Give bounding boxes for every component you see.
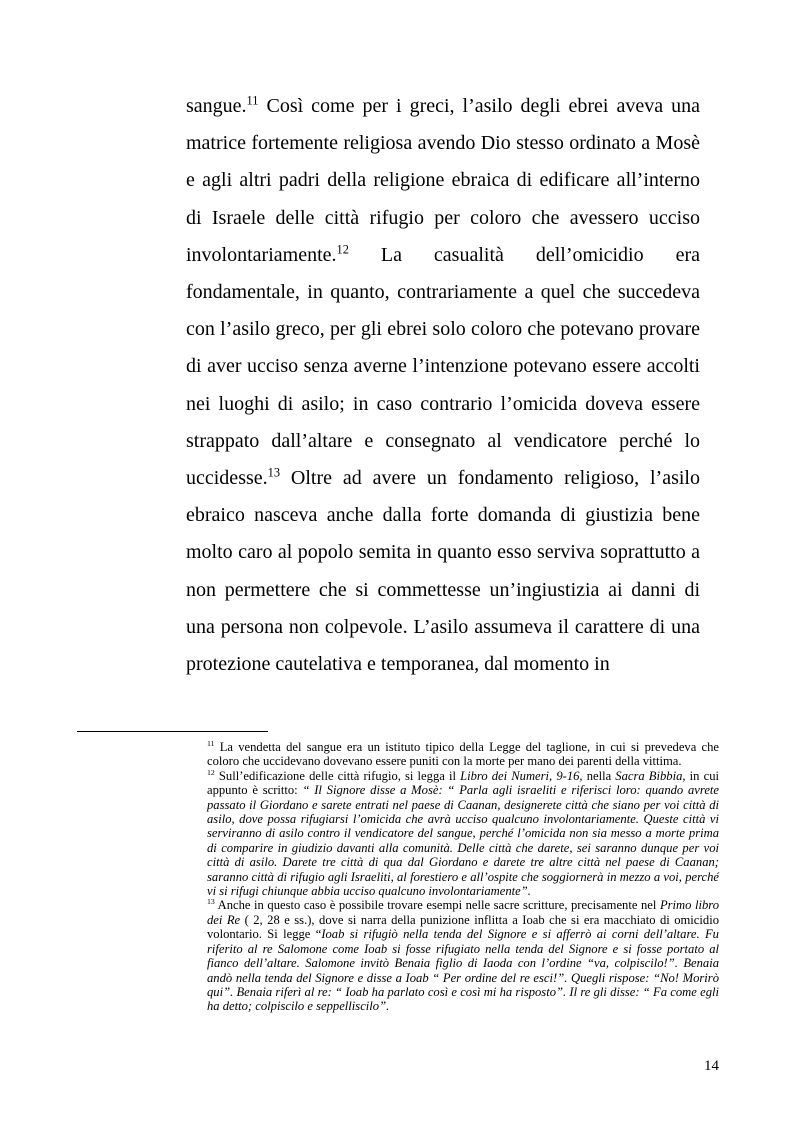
footnote-marker: 11 (207, 739, 215, 749)
footnote-text: ( 2, 28 e ss.), dove si narra della punizione inflitta a Ioab che si era macchiato di omicidio volontario. Si legge “ (207, 912, 719, 942)
footnote-quote: “ Il Signore disse a Mosè: “ Parla agli israeliti e riferisci loro: quando avrete passato il Giordano e sarete entrati nel paese di Caanan, designerete città che siano per voi città di asilo, dove possa rifugiarsi l’omicida che avrà ucciso qualcuno involontariamente. Queste città vi serviranno di asilo contro il vendicatore del sangue, perché l’omicida non sia messo a morte prima di comparire in giudizio davanti alla comunità. Delle città che darete, sei saranno dunque per voi città di asilo. Darete tre città di qua dal Giordano e darete tre altre città nel paese di Caanan; saranno città di rifugio agli Israeliti, al forestiero e all’ospite che soggiornerà in mezzo a voi, perché vi si rifugi chiunque abbia ucciso qualcuno involontariamente”. (207, 783, 719, 899)
body-text-segment: La casualità dell’omicidio era fondamentale, in quanto, contrariamente a quel che succedeva con l’asilo greco, per gli ebrei solo coloro che potevano provare di aver ucciso senza averne l’intenzione potevano essere accolti nei luoghi di asilo; in caso contrario l’omicida doveva essere strappato dall’altare e consegnato al vendicatore perché lo uccidesse. (186, 243, 700, 490)
footnote-reference-13[interactable]: 13 (267, 465, 281, 480)
footnote-separator (77, 731, 268, 732)
footnote-italic-text: Libro dei Numeri, 9-16, (460, 768, 583, 783)
footnote-text: La vendetta del sangue era un istituto tipico della Legge del taglione, in cui si prevedeva che coloro che uccidevano dovevano essere puniti con la morte per mano dei parenti della vittima. (207, 740, 719, 769)
footnote-text: in cui appunto è scritto: (207, 768, 719, 798)
body-text-segment: sangue. (186, 95, 247, 117)
footnote-italic-text: Primo libro dei Re (207, 898, 719, 927)
footnote-quote: Ioab si rifugiò nella tenda del Signore e si afferrò ai corni dell’altare. Fu riferito al re Salomone come Ioab si fosse rifugiato nella tenda del Signore e si fosse portato al fianco dell’altare. Salomone invitò Benaia figlio di Iaoda con l’ordine “va, colpiscilo!”. Benaia andò nella tenda del Signore e disse a Ioab “ Per ordine del re esci!”. Quegli rispose: “No! Morirò qui”. Benaia riferì al re: “ Ioab ha parlato così e così mi ha risposto”. Il re gli disse: “ Fa come egli ha detto; colpiscilo e seppelliscilo”. (207, 927, 719, 1014)
body-text-segment: Così come per i greci, l’asilo degli ebrei aveva una matrice fortemente religiosa avendo Dio stesso ordinato a Mosè e agli altri padri della religione ebraica di edificare all’interno di Israele delle città rifugio per coloro che avessero ucciso involontariamente. (186, 95, 700, 266)
footnote-marker: 12 (207, 767, 215, 777)
footnote-13 (207, 898, 719, 1013)
footnote-11 (207, 740, 719, 769)
footnote-text: nella (582, 768, 616, 783)
body-text-segment: Oltre ad avere un fondamento religioso, l’asilo ebraico nasceva anche dalla forte domanda di giustizia bene molto caro al popolo semita in quanto esso serviva soprattutto a non permettere che si commettesse un’ingiustizia ai danni di una persona non colpevole. L’asilo assumeva il carattere di una protezione cautelativa e temporanea, dal momento in (186, 467, 700, 676)
main-paragraph (186, 88, 700, 683)
page-number: 14 (704, 1058, 719, 1074)
footnote-text: Anche in questo caso è possibile trovare esempi nelle sacre scritture, precisamente nel (214, 898, 660, 913)
footnote-marker: 13 (207, 897, 215, 907)
footnote-reference-12[interactable]: 12 (336, 242, 349, 257)
footnote-text: Sull’edificazione delle città rifugio, si legga il (214, 768, 461, 783)
footnote-12 (207, 769, 719, 899)
footnotes-section (207, 740, 719, 1014)
footnote-reference-11[interactable]: 11 (246, 93, 259, 108)
footnote-italic-text: Sacra Bibbia, (615, 768, 686, 783)
